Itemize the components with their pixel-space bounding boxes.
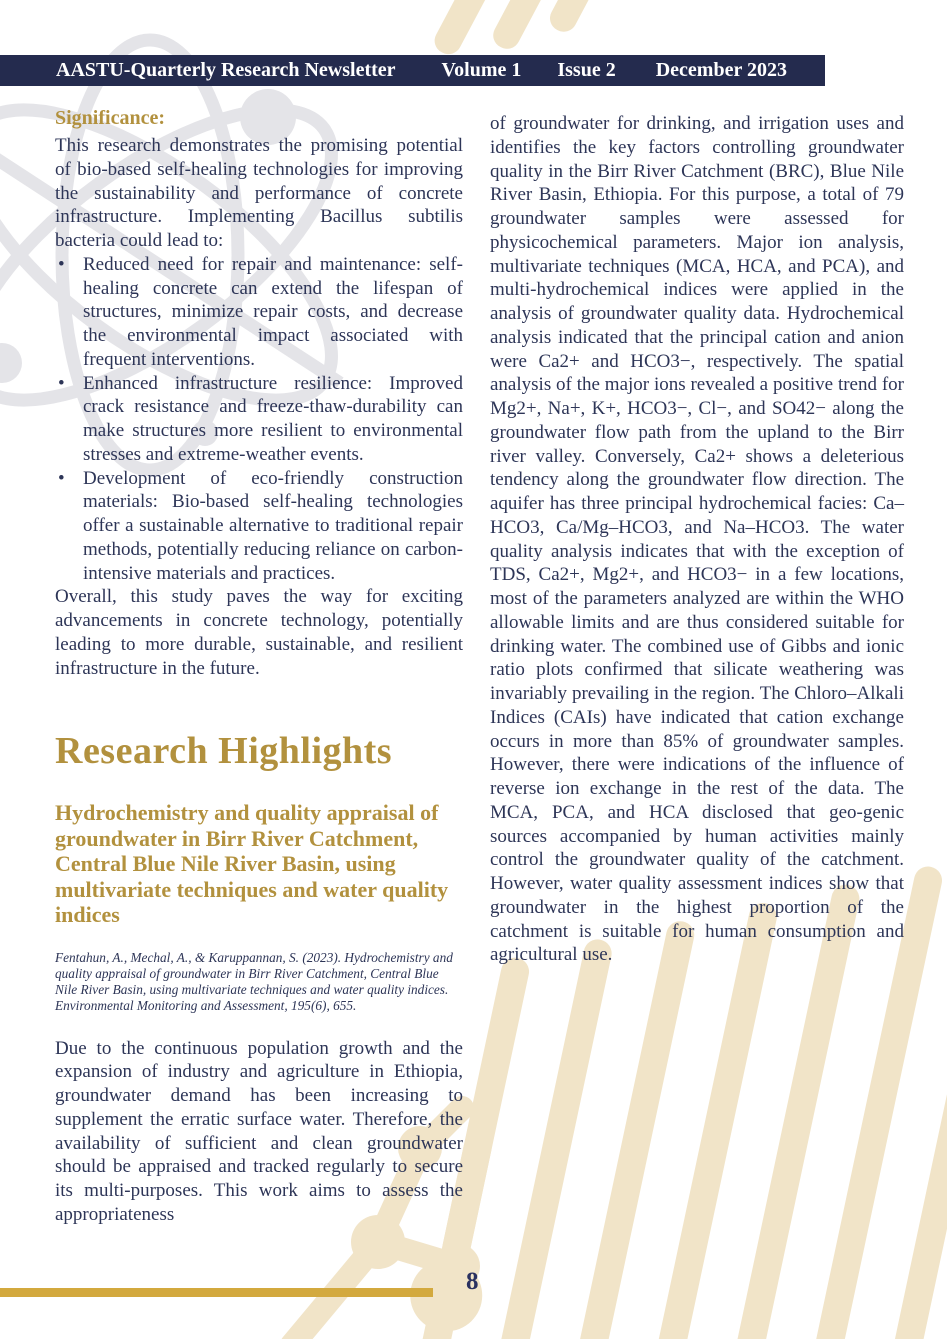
significance-intro: This research demonstrates the promising potential of bio-based self-healing technologies for improving the sustainability and performance of concrete infrastructure. Implementing Bacillus subtilis bacteria could lead to: [55, 135, 463, 251]
article-body-left: Due to the continuous population growth and the expansion of industry and agriculture in Ethiopia, groundwater demand has been increasing to supplement the erratic surface water. Therefore, the availability of sufficient and clean groundwater should be appraised and tracked regularly to secure its multi-purposes. This work aims to assess the appropriateness [55, 1037, 463, 1225]
left-column [55, 106, 463, 1227]
research-highlights-heading: Research Highlights [55, 730, 393, 773]
issue-label: Issue 2 [557, 59, 616, 81]
header-bar [0, 55, 825, 86]
article-body-right: of groundwater for drinking, and irrigation uses and identifies the key factors controlling groundwater quality in the Birr River Catchment (BRC), Blue Nile River Basin, Ethiopia. For this purpose, a total of 79 groundwater samples were assessed for physicochemical parameters. Major ion analysis, multivariate techniques (MCA, HCA, and PCA), and multi-hydrochemical indices were applied in the analysis of groundwater quality data. Hydrochemical analysis indicated that the principal cation and anion were Ca2+ and HCO3−, respectively. The spatial analysis of the major ions revealed a positive trend for Mg2+, Na+, K+, HCO3−, Cl−, and SO42− along the groundwater flow path from the upland to the Birr river valley. Conversely, Ca2+ shows a deleterious tendency along the groundwater flow direction. The aquifer has three principal hydrochemical facies: Ca–HCO3, Ca/Mg–HCO3, and Na–HCO3. The water quality analysis indicates that with the exception of TDS, Ca2+, Mg2+, and HCO3− in a few locations, most of the parameters analyzed are within the WHO allowable limits and are thus considered suitable for drinking water. The combined use of Gibbs and ionic ratio plots confirmed that silicate weathering was invariably prevailing in the region. The Chloro–Alkali Indices (CAIs) have indicated that cation exchange occurs in more than 85% of groundwater samples. However, there were indications of the influence of reverse ion exchange in the rest of the data. The MCA, PCA, and HCA disclosed that geo-genic sources accompanied by human activities mainly control the groundwater quality of the catchment. However, water quality assessment indices show that groundwater in the highest proportion of the catchment is suitable for human consumption and agricultural use. [490, 113, 904, 966]
significance-heading: Significance: [55, 107, 165, 129]
page-number: 8 [466, 1268, 479, 1295]
volume-label: Volume 1 [441, 59, 522, 81]
significance-closing: Overall, this study paves the way for exciting advancements in concrete technology, potentially leading to more durable, sustainable, and resilient infrastructure in the future. [55, 586, 463, 679]
date-label: December 2023 [655, 59, 787, 81]
right-column [490, 112, 904, 967]
footer-rule [0, 1288, 433, 1297]
newsletter-title: AASTU-Quarterly Research Newsletter [56, 59, 396, 81]
article-title: Hydrochemistry and quality appraisal of groundwater in Birr River Catchment, Central Blue Nile River Basin, using multivariate techniques and water quality indices [55, 800, 449, 928]
bullet-item-repair: • Reduced need for repair and maintenance: self-healing concrete can extend the lifespan of structures, minimize repair costs, and decrease the environmental impact associated with frequent interventions. [55, 253, 463, 372]
bullet-item-eco-materials: • Development of eco-friendly construction materials: Bio-based self-healing technologies offer a sustainable alternative to traditional repair methods, potentially reducing reliance on carbon-intensive materials and practices. [55, 467, 463, 586]
article-citation: Fentahun, A., Mechal, A., & Karuppannan, S. (2023). Hydrochemistry and quality appraisal of groundwater in Birr River Catchment, Central Blue Nile River Basin, using multivariate techniques and water quality indices. Environmental Monitoring and Assessment, 195(6), 655. [55, 949, 453, 1014]
beige-stripes-watermark [430, 0, 614, 59]
significance-bullet-list [55, 253, 463, 586]
bullet-item-resilience: • Enhanced infrastructure resilience: Improved crack resistance and freeze-thaw-durability can make structures more resilient to environmental stresses and extreme-weather events. [55, 372, 463, 467]
